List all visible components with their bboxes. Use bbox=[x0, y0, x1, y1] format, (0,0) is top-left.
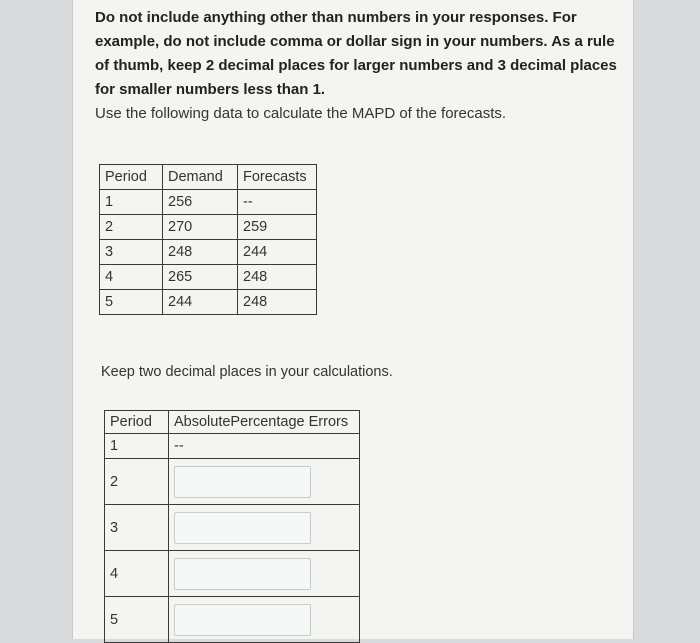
ape-input-period-5[interactable] bbox=[174, 604, 311, 636]
table-row bbox=[105, 459, 360, 505]
forecast-cell: 248 bbox=[238, 290, 317, 315]
demand-cell: 256 bbox=[163, 190, 238, 215]
period-cell: 1 bbox=[105, 434, 169, 459]
ape-input-period-4[interactable] bbox=[174, 558, 311, 590]
forecast-cell: 259 bbox=[238, 215, 317, 240]
table-row bbox=[100, 240, 317, 265]
ape-input-period-3[interactable] bbox=[174, 512, 311, 544]
table-row bbox=[100, 290, 317, 315]
table-header-row bbox=[100, 165, 317, 190]
ape-input-cell bbox=[169, 459, 360, 505]
header-forecasts: Forecasts bbox=[238, 165, 317, 190]
header-ape: AbsolutePercentage Errors bbox=[169, 411, 360, 434]
period-cell: 4 bbox=[105, 551, 169, 597]
table-row bbox=[105, 434, 360, 459]
period-cell: 3 bbox=[105, 505, 169, 551]
table-row bbox=[105, 597, 360, 643]
table-row bbox=[100, 265, 317, 290]
demand-cell: 244 bbox=[163, 290, 238, 315]
demand-cell: 248 bbox=[163, 240, 238, 265]
table-row bbox=[105, 551, 360, 597]
period-cell: 2 bbox=[100, 215, 163, 240]
ape-table bbox=[104, 410, 360, 643]
period-cell: 5 bbox=[100, 290, 163, 315]
decimal-note: Keep two decimal places in your calculations. bbox=[101, 364, 393, 380]
demand-cell: 265 bbox=[163, 265, 238, 290]
forecast-cell: 244 bbox=[238, 240, 317, 265]
demand-cell: 270 bbox=[163, 215, 238, 240]
instructions-text: Do not include anything other than numbers in your responses. For example, do not include comma or dollar sign in your numbers. As a rule of thumb, keep 2 decimal places for larger numbers and 3 decimal places for smaller numbers less than 1. bbox=[95, 9, 617, 98]
ape-value-cell: -- bbox=[169, 434, 360, 459]
period-cell: 2 bbox=[105, 459, 169, 505]
period-cell: 1 bbox=[100, 190, 163, 215]
ape-input-cell bbox=[169, 597, 360, 643]
period-cell: 3 bbox=[100, 240, 163, 265]
ape-input-cell bbox=[169, 505, 360, 551]
table-header-row bbox=[105, 411, 360, 434]
task-text: Use the following data to calculate the MAPD of the forecasts. bbox=[95, 105, 507, 122]
forecast-cell: -- bbox=[238, 190, 317, 215]
header-demand: Demand bbox=[163, 165, 238, 190]
ape-input-cell bbox=[169, 551, 360, 597]
data-table bbox=[99, 164, 317, 315]
header-period: Period bbox=[105, 411, 169, 434]
header-period: Period bbox=[100, 165, 163, 190]
period-cell: 4 bbox=[100, 265, 163, 290]
period-cell: 5 bbox=[105, 597, 169, 643]
ape-input-period-2[interactable] bbox=[174, 466, 311, 498]
table-row bbox=[100, 215, 317, 240]
table-row bbox=[100, 190, 317, 215]
forecast-cell: 248 bbox=[238, 265, 317, 290]
table-row bbox=[105, 505, 360, 551]
